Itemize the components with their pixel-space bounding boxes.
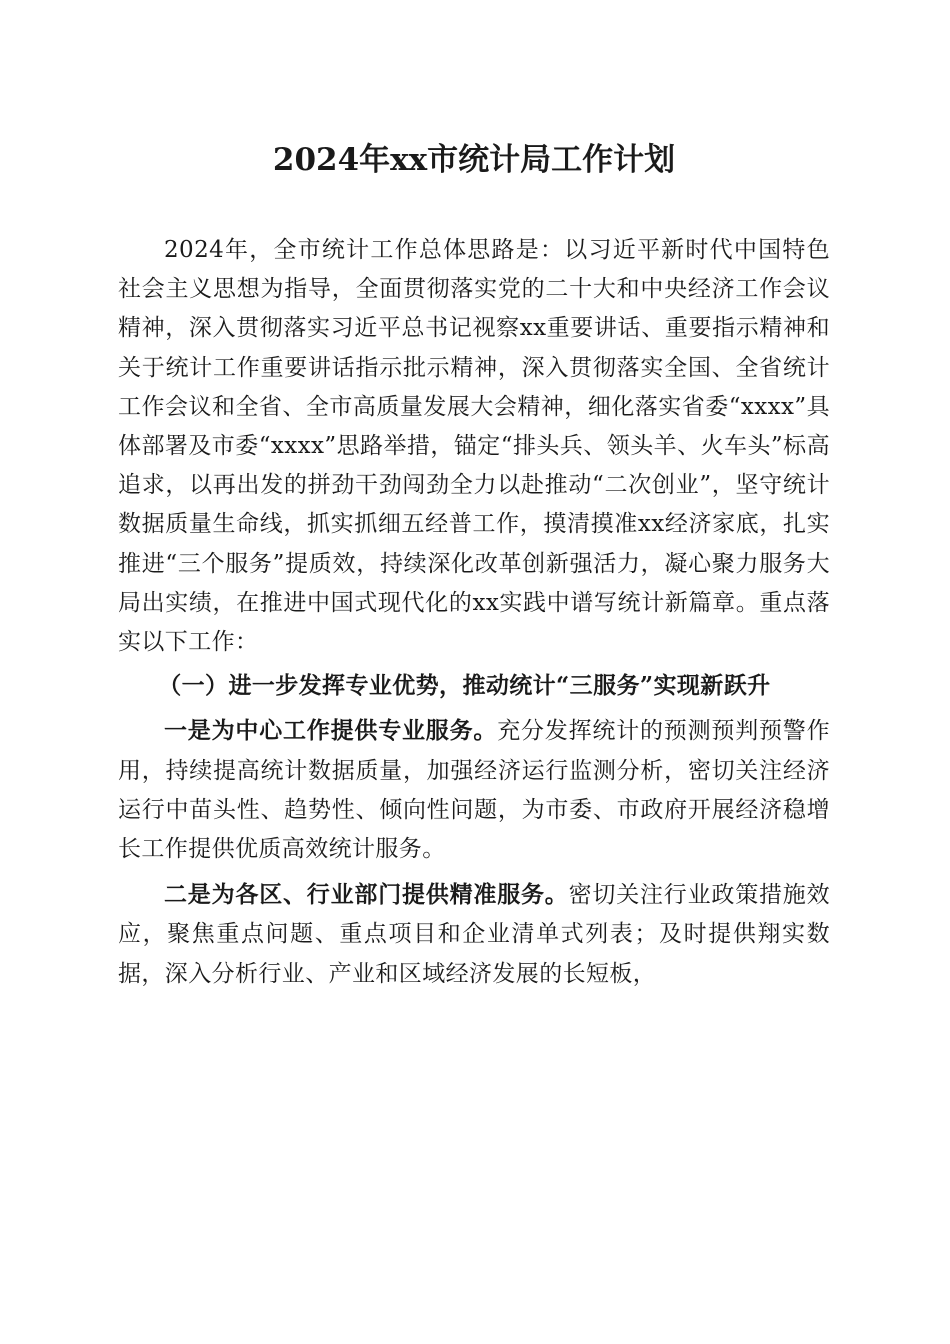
document-title: 2024年xx市统计局工作计划 (272, 142, 676, 178)
document-body (118, 231, 830, 994)
item-text-2: 密切关注行业政策措施效应，聚焦重点问题、重点项目和企业清单式列表；及时提供翔实数据，深入分析行业、产业和区域经济发展的长短板， (118, 882, 830, 987)
section-heading: （一）进一步发挥专业优势，推动统计“三服务”实现新跃升 (158, 672, 771, 700)
intro-paragraph: 2024年，全市统计工作总体思路是：以习近平新时代中国特色社会主义思想为指导，全面贯彻落实党的二十大和中央经济工作会议精神，深入贯彻落实习近平总书记视察xx重要讲话、重要指示精神和关于统计工作重要讲话指示批示精神，深入贯彻落实全国、全省统计工作会议和全省、全市高质量发展大会精神，细化落实省委“xxxx”具体部署及市委“xxxx”思路举措，锚定“排头兵、领头羊、火车头”标高追求，以再出发的拼劲干劲闯劲全力以赴推动“二次创业”，坚守统计数据质量生命线，抓实抓细五经普工作，摸清摸准xx经济家底，扎实推进“三个服务”提质效，持续深化改革创新强活力，凝心聚力服务大局出实绩，在推进中国式现代化的xx实践中谱写统计新篇章。重点落实以下工作： (118, 237, 830, 656)
item-paragraph-1 (118, 711, 830, 869)
item-lead-1: 一是为中心工作提供专业服务。 (164, 717, 498, 745)
item-lead-2: 二是为各区、行业部门提供精准服务。 (164, 881, 569, 909)
item-paragraph-2 (118, 875, 830, 994)
item-text-1: 充分发挥统计的预测预判预警作用，持续提高统计数据质量，加强经济运行监测分析，密切关注经济运行中苗头性、趋势性、倾向性问题，为市委、市政府开展经济稳增长工作提供优质高效统计服务。 (118, 718, 830, 863)
